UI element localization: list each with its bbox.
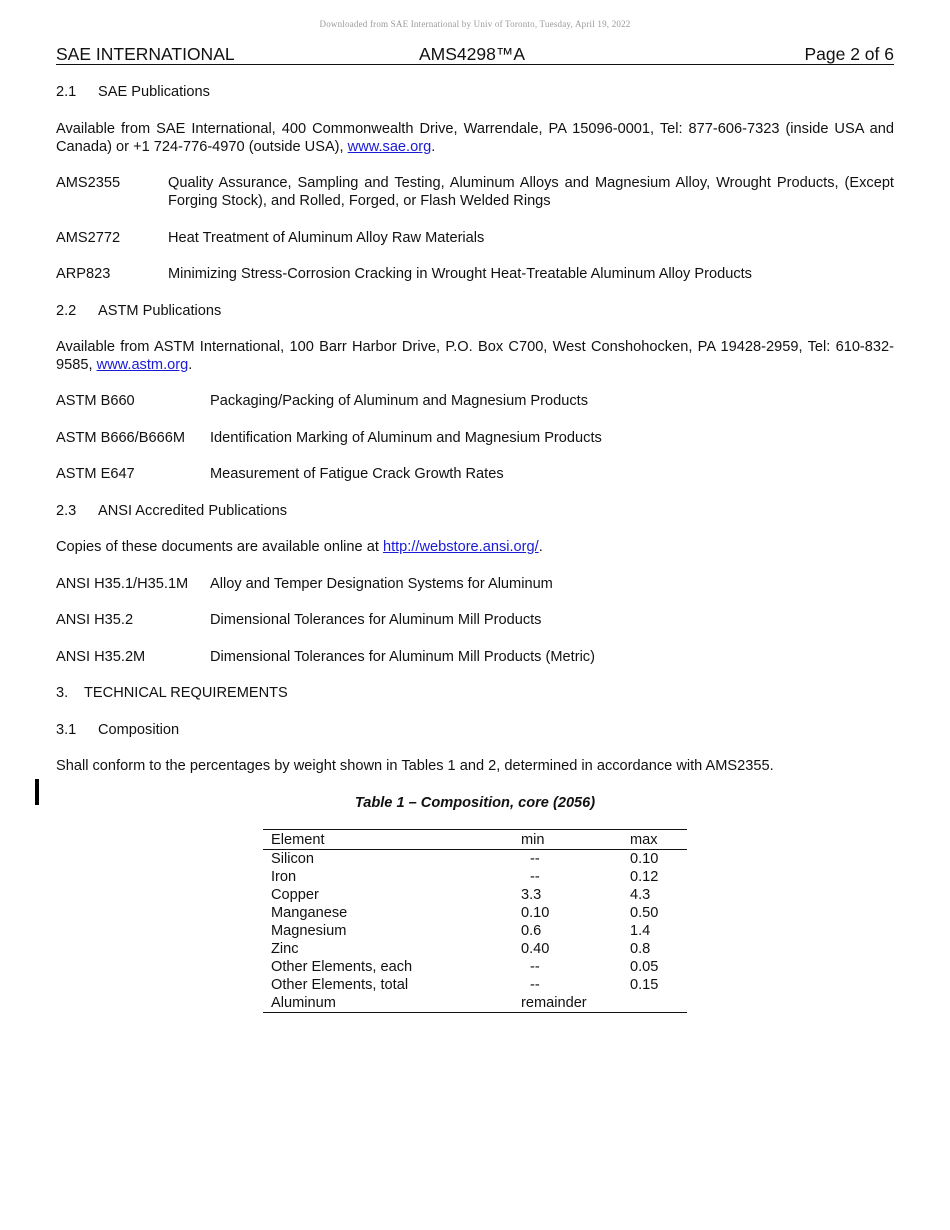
element-cell: Iron [271, 869, 297, 885]
composition-table [263, 829, 687, 1013]
reference-code: ASTM B666/B666M [56, 430, 185, 446]
reference-code: AMS2355 [56, 175, 121, 191]
reference-item [56, 648, 894, 666]
element-cell: Aluminum [263, 994, 521, 1013]
reference-code: ANSI H35.1/H35.1M [56, 576, 189, 592]
min-cell: -- [529, 977, 540, 993]
section-title: ANSI Accredited Publications [98, 503, 288, 519]
min-cell: 0.40 [520, 941, 550, 957]
section-number: 3. [56, 685, 69, 701]
page-header [56, 44, 894, 65]
section-title: Composition [98, 722, 180, 738]
sae-availability-text: Available from SAE International, 400 Commonwealth Drive, Warrendale, PA 15096-0001, Tel: 877-606-7323 (inside USA and Canada) or +1 724-776-4970 (outside USA), [56, 121, 894, 155]
composition-paragraph: Shall conform to the percentages by weight shown in Tables 1 and 2, determined in accordance with AMS2355. [56, 758, 774, 774]
download-watermark: Downloaded from SAE International by Univ of Toronto, Tuesday, April 19, 2022 [319, 19, 631, 29]
reference-item [56, 429, 894, 447]
reference-item [56, 265, 894, 283]
ansi-availability-text: Copies of these documents are available online at [56, 539, 383, 555]
max-cell: 0.05 [629, 959, 659, 975]
reference-item [56, 174, 894, 210]
section-number: 2.3 [56, 503, 77, 519]
table-row [263, 904, 687, 922]
element-cell: Silicon [271, 851, 314, 867]
reference-item [56, 465, 894, 483]
column-header-element: Element [263, 830, 521, 850]
column-header-min: min [521, 830, 630, 850]
max-cell: 4.3 [629, 887, 651, 903]
min-cell: -- [529, 869, 540, 885]
astm-website-link[interactable]: www.astm.org [96, 357, 189, 373]
section-title: TECHNICAL REQUIREMENTS [84, 685, 288, 701]
reference-code: ANSI H35.2 [56, 612, 134, 628]
sae-website-link[interactable]: www.sae.org [347, 139, 432, 155]
min-cell: 3.3 [520, 887, 542, 903]
reference-item [56, 392, 894, 410]
reference-title: Identification Marking of Aluminum and Magnesium Products [210, 430, 602, 446]
table-row [263, 922, 687, 940]
min-cell: remainder [521, 994, 630, 1013]
section-number: 2.2 [56, 303, 77, 319]
reference-code: ASTM B660 [56, 393, 135, 409]
max-cell: 0.50 [629, 905, 659, 921]
reference-item [56, 229, 894, 247]
reference-title: Measurement of Fatigue Crack Growth Rates [210, 466, 504, 482]
header-document-id: AMS4298™A [419, 44, 526, 64]
element-cell: Magnesium [271, 923, 347, 939]
header-publisher: SAE INTERNATIONAL [56, 44, 235, 64]
reference-title: Dimensional Tolerances for Aluminum Mill Products [210, 612, 542, 628]
section-2-2-heading [56, 302, 221, 320]
astm-availability-paragraph: Available from ASTM International, 100 Barr Harbor Drive, P.O. Box C700, West Conshohocken, PA 19428-2959, Tel: 610-832-9585, www.astm.org. [56, 339, 894, 373]
table-header-row [263, 830, 687, 850]
ansi-webstore-link[interactable]: http://webstore.ansi.org/ [382, 539, 539, 555]
element-cell: Other Elements, total [271, 977, 409, 993]
reference-title: Packaging/Packing of Aluminum and Magnesium Products [210, 393, 589, 409]
reference-item [56, 575, 894, 593]
min-cell: -- [529, 959, 540, 975]
column-header-max: max [630, 830, 687, 850]
section-2-3-heading [56, 502, 287, 520]
max-cell: 0.8 [629, 941, 651, 957]
reference-title: Alloy and Temper Designation Systems for Aluminum [210, 576, 553, 592]
section-3-1-heading [56, 721, 179, 739]
reference-title: Dimensional Tolerances for Aluminum Mill Products (Metric) [210, 649, 595, 665]
table-row [263, 940, 687, 958]
table-row [263, 868, 687, 886]
reference-code: ANSI H35.2M [56, 649, 146, 665]
reference-code: ARP823 [56, 266, 111, 282]
section-2-1-heading [56, 83, 210, 101]
max-cell: 0.10 [629, 851, 659, 867]
ansi-availability-paragraph: Copies of these documents are available online at http://webstore.ansi.org/. [56, 539, 543, 555]
reference-item [56, 611, 894, 629]
astm-availability-text: Available from ASTM International, 100 Barr Harbor Drive, P.O. Box C700, West Conshohocken, PA 19428-2959, Tel: 610-832-9585, [56, 339, 894, 373]
section-title: SAE Publications [98, 84, 210, 100]
table-row [263, 850, 687, 869]
sae-availability-paragraph: Available from SAE International, 400 Commonwealth Drive, Warrendale, PA 15096-0001, Tel: 877-606-7323 (inside USA and Canada) or +1 724-776-4970 (outside USA), www.sae.org. [56, 121, 894, 155]
min-cell: 0.10 [520, 905, 550, 921]
table-row [263, 958, 687, 976]
section-3-heading [56, 684, 288, 702]
element-cell: Zinc [271, 941, 299, 957]
reference-code: AMS2772 [56, 230, 121, 246]
min-cell: 0.6 [520, 923, 542, 939]
reference-title: Heat Treatment of Aluminum Alloy Raw Materials [168, 230, 485, 246]
table-1-caption: Table 1 – Composition, core (2056) [354, 795, 596, 811]
max-cell: 1.4 [629, 923, 651, 939]
section-title: ASTM Publications [98, 303, 222, 319]
section-number: 2.1 [56, 84, 77, 100]
element-cell: Other Elements, each [271, 959, 413, 975]
max-cell [630, 994, 687, 1013]
element-cell: Manganese [271, 905, 348, 921]
max-cell: 0.12 [629, 869, 659, 885]
section-number: 3.1 [56, 722, 77, 738]
element-cell: Copper [271, 887, 319, 903]
reference-title: Quality Assurance, Sampling and Testing, Aluminum Alloys and Magnesium Alloy, Wrought Products, (Except Forging Stock), and Rolled, Forged, or Flash Welded Rings [168, 175, 894, 209]
min-cell: -- [529, 851, 540, 867]
table-row [263, 994, 687, 1013]
header-page-number: Page 2 of 6 [804, 44, 894, 64]
table-row [263, 886, 687, 904]
table-row [263, 976, 687, 994]
max-cell: 0.15 [629, 977, 659, 993]
reference-title: Minimizing Stress-Corrosion Cracking in Wrought Heat-Treatable Aluminum Alloy Products [168, 266, 752, 282]
reference-code: ASTM E647 [56, 466, 135, 482]
